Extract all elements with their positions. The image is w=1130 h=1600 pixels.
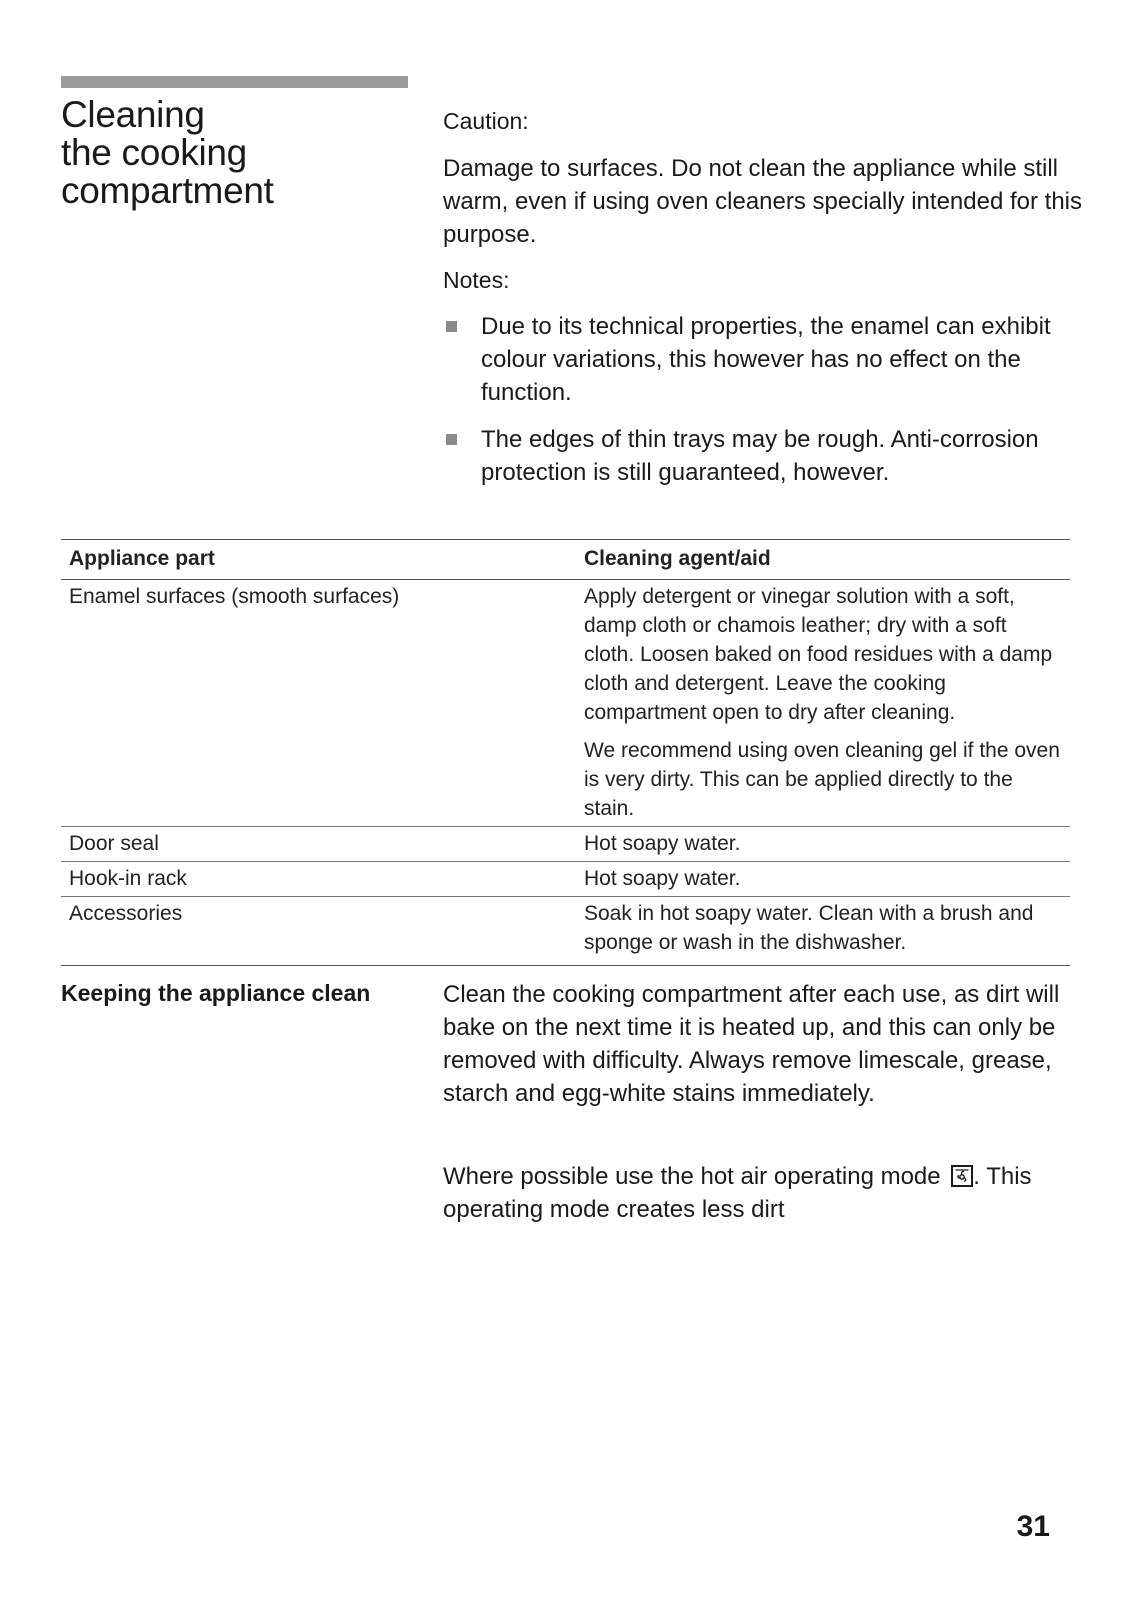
section-title-line-1: Cleaning — [61, 94, 205, 135]
section-top-rule — [61, 76, 408, 88]
header-cleaning-agent: Cleaning agent/aid — [584, 547, 771, 570]
cleaning-table — [61, 539, 1070, 966]
note-item — [443, 423, 1083, 489]
section-title-line-3: compartment — [61, 170, 274, 211]
cell-agent-paragraph: Hot soapy water. — [584, 867, 741, 890]
cell-agent — [576, 827, 1070, 862]
cell-agent — [576, 862, 1070, 897]
cell-agent-paragraph: Soak in hot soapy water. Clean with a brush and sponge or wash in the dishwasher. — [584, 902, 1034, 954]
hot-air-mode-icon — [951, 1165, 973, 1187]
table-row — [61, 897, 1070, 966]
note-text: Due to its technical properties, the enamel can exhibit colour variations, this however has no effect on the function. — [481, 313, 1051, 406]
keeping-clean-heading: Keeping the appliance clean — [61, 980, 371, 1006]
paragraph-2-text-before: Where possible use the hot air operating mode — [443, 1163, 941, 1190]
cell-agent-paragraph: We recommend using oven cleaning gel if the oven is very dirty. This can be applied directly to the stain. — [584, 739, 1060, 820]
page-number: 31 — [1016, 1510, 1050, 1543]
cell-part: Enamel surfaces (smooth surfaces) — [69, 585, 400, 608]
cell-agent — [576, 580, 1070, 827]
square-bullet-icon — [446, 434, 457, 445]
cell-part: Accessories — [69, 902, 183, 925]
note-item — [443, 310, 1083, 409]
cell-part: Door seal — [69, 832, 159, 855]
cell-part: Hook-in rack — [69, 867, 187, 890]
section-title — [61, 96, 401, 210]
paragraph-2-text-after: . This operating mode creates less dirt — [443, 1163, 1032, 1223]
cell-agent-paragraph: Apply detergent or vinegar solution with a soft, damp cloth or chamois leather; dry with a soft cloth. Loosen baked on food residues with a damp cloth and detergent. Leave the cooking compartment open to dry after cleaning. — [584, 585, 1053, 724]
keeping-clean-paragraph-1: Clean the cooking compartment after each use, as dirt will bake on the next time it is heated up, and this can only be removed with difficulty. Always remove limescale, grease, starch and egg-white stains immediately. — [443, 981, 1060, 1107]
cell-agent-paragraph: Hot soapy water. — [584, 832, 741, 855]
caution-text: Damage to surfaces. Do not clean the appliance while still warm, even if using oven cleaners specially intended for this purpose. — [443, 155, 1082, 248]
header-appliance-part: Appliance part — [69, 547, 215, 570]
notes-label: Notes: — [443, 267, 510, 293]
note-text: The edges of thin trays may be rough. Anti-corrosion protection is still guaranteed, however. — [481, 426, 1039, 486]
keeping-clean-paragraph-2 — [443, 1160, 1083, 1226]
table-row — [61, 862, 1070, 897]
notes-list — [443, 310, 1083, 503]
cell-agent — [576, 897, 1070, 966]
square-bullet-icon — [446, 321, 457, 332]
section-title-line-2: the cooking — [61, 132, 247, 173]
table-row — [61, 827, 1070, 862]
table-header-row — [61, 540, 1070, 580]
table-row — [61, 580, 1070, 827]
caution-label: Caution: — [443, 108, 529, 134]
